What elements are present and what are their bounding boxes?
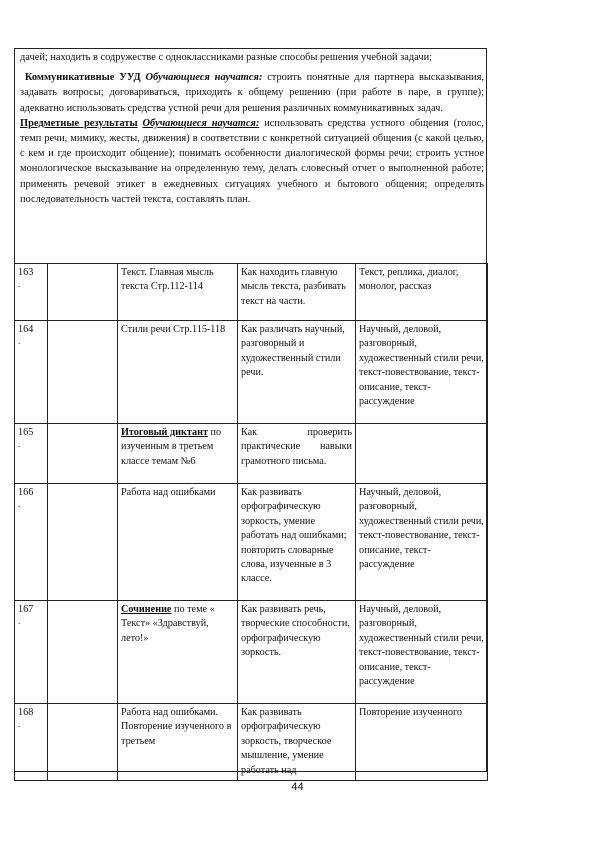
blank-cell [48, 264, 118, 321]
table-row [15, 484, 488, 601]
lesson-number-cell: 168 . [15, 704, 48, 781]
table-row [15, 264, 488, 321]
lesson-vocab-cell: Научный, деловой, разговорный, художественный стили речи, текст-повествование, текст-описание, текст-рассуждение [356, 601, 488, 704]
lesson-topic-cell: Стили речи Стр.115-118 [118, 321, 238, 424]
blank-cell [48, 321, 118, 424]
blank-cell [48, 484, 118, 601]
lesson-topic-cell: Сочинение по теме « Текст» «Здравствуй, лето!» [118, 601, 238, 704]
table-row [15, 601, 488, 704]
subject-paragraph [20, 116, 484, 207]
subject-text: использовать средства устного общения (голос, темп речи, мимику, жесты, движения) в соответствии с конкретной ситуацией общения (с какой целью, с кем и где происходит общение); понимать особенности диалогической формы речи; строить устное монологическое высказывание на определенную тему, делать словесный отчет о выполненной работе; применять речевой этикет в ежедневных ситуациях учебного и бытового общения; определять последовательность частей текста, составлять план. [20, 117, 484, 205]
lesson-goal-cell: Как развивать орфографическую зоркость, творческое мышление, умение работать над [238, 704, 356, 781]
intro-text [20, 50, 484, 207]
lesson-topic-cell: Работа над ошибками [118, 484, 238, 601]
communicative-learn: Обучающиеся научатся: [145, 72, 263, 84]
lesson-vocab-cell: Научный, деловой, разговорный, художественный стили речи, текст-повествование, текст-описание, текст-рассуждение [356, 484, 488, 601]
lesson-goal-cell: Как развивать орфографическую зоркость, умение работать над ошибками; повторить словарные слова, изученные в 3 классе. [238, 484, 356, 601]
communicative-text: строить понятные для партнера высказывания, задавать вопросы; договариваться, приходить к общему решению (при работе в паре, в группе); адекватно использовать средства устной речи для решения различных коммуникативных задач. [20, 72, 484, 114]
communicative-paragraph [20, 70, 484, 116]
page-number: 44 [291, 781, 304, 793]
lesson-number-cell: 166 . [15, 484, 48, 601]
lesson-topic-cell: Текст. Главная мысль текста Стр.112-114 [118, 264, 238, 321]
lesson-goal-cell: Как находить главную мысль текста, разбивать текст на части. [238, 264, 356, 321]
lesson-goal-cell: Как развивать речь, творческие способности, орфографическую зоркость. [238, 601, 356, 704]
lesson-goal-cell: Как различать научный, разговорный и художественный стили речи. [238, 321, 356, 424]
lesson-number-cell: 167 . [15, 601, 48, 704]
lesson-vocab-cell: Научный, деловой, разговорный, художественный стили речи, текст-повествование, текст-описание, текст-рассуждение [356, 321, 488, 424]
table-row [15, 424, 488, 484]
lesson-vocab-cell: Повторение изученного [356, 704, 488, 781]
communicative-label: Коммуникативные УУД [24, 72, 141, 84]
lesson-number-cell: 165 . [15, 424, 48, 484]
lesson-vocab-cell [356, 424, 488, 484]
lesson-number-cell: 163 . [15, 264, 48, 321]
table-row [15, 704, 488, 781]
blank-cell [48, 601, 118, 704]
lessons-table [14, 263, 488, 781]
lesson-vocab-cell: Текст, реплика, диалог, монолог, рассказ [356, 264, 488, 321]
lesson-topic-cell: Работа над ошибками. Повторение изученного в третьем [118, 704, 238, 781]
blank-cell [48, 424, 118, 484]
lesson-topic-cell: Итоговый диктант по изученным в третьем классе темам №6 [118, 424, 238, 484]
lesson-number-cell: 164 . [15, 321, 48, 424]
subject-label: Предметные результаты [20, 117, 138, 129]
blank-cell [48, 704, 118, 781]
intro-paragraph-1: дачей; находить в содружестве с одноклассниками разные способы решения учебной задачи; [20, 52, 433, 63]
lesson-goal-cell: Как проверить практические навыки грамотного письма. [238, 424, 356, 484]
subject-learn: Обучающиеся научатся: [142, 117, 260, 129]
table-row [15, 321, 488, 424]
